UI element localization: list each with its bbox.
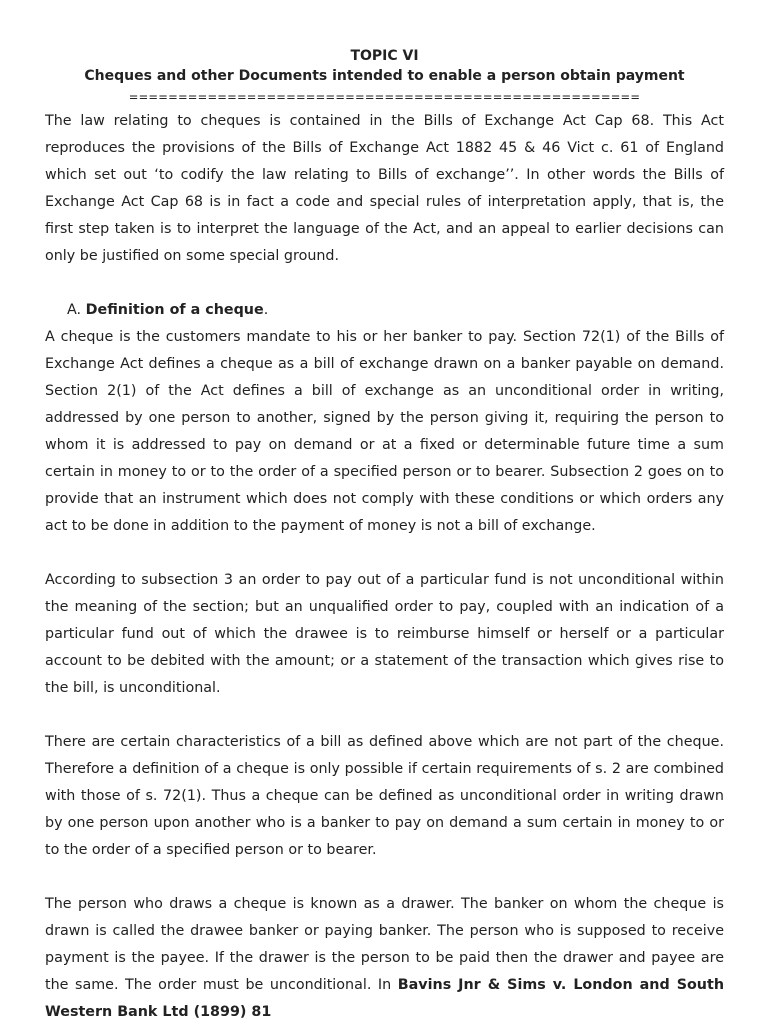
section-marker: A.: [67, 302, 82, 318]
spacer: [45, 540, 724, 567]
spacer: [45, 864, 724, 891]
paragraph-drawer: [45, 891, 724, 1024]
section-trail: .: [263, 302, 269, 318]
spacer: [45, 270, 724, 297]
spacer: [45, 702, 724, 729]
paragraph-characteristics: There are certain characteristics of a bill as defined above which are not part of the cheque. Therefore a definition of a cheque is only possible if certain requirements of s. 2 are combined with those of s. 72(1). Thus a cheque can be defined as unconditional order in writing drawn by one person upon another who is a banker to pay on demand a sum certain in money to or to the order of a specified person or to bearer.: [45, 734, 724, 858]
paragraph-subsection-3: According to subsection 3 an order to pay out of a particular fund is not unconditional within the meaning of the section; but an unqualified order to pay, coupled with an indication of a particular fund out of which the drawee is to reimburse himself or herself or a particular account to be debited with the amount; or a statement of the transaction which gives rise to the bill, is unconditional.: [45, 572, 724, 696]
paragraph-definition: A cheque is the customers mandate to his or her banker to pay. Section 72(1) of the Bills of Exchange Act defines a cheque as a bill of exchange drawn on a banker payable on demand. Section 2(1) of the Act defines a bill of exchange as an unconditional order in writing, addressed by one person to another, signed by the person giving it, requiring the person to whom it is addressed to pay on demand or at a fixed or determinable future time a sum certain in money to or to the order of a specified person or to bearer. Subsection 2 goes on to provide that an instrument which does not comply with these conditions or which orders any act to be done in addition to the payment of money is not a bill of exchange.: [45, 329, 724, 534]
section-label: Definition of a cheque: [85, 302, 264, 318]
paragraph-intro: The law relating to cheques is contained in the Bills of Exchange Act Cap 68. This Act reproduces the provisions of the Bills of Exchange Act 1882 45 & 46 Vict c. 61 of England which set out ‘to codify the law relating to Bills of exchange’’. In other words the Bills of Exchange Act Cap 68 is in fact a code and special rules of interpretation apply, that is, the first step taken is to interpret the language of the Act, and an appeal to earlier decisions can only be justified on some special ground.: [45, 113, 724, 264]
drawer-text: The person who draws a cheque is known as a drawer. The banker on whom the cheque is drawn is called the drawee banker or paying banker. The person who is supposed to receive payment is the payee. If the drawer is the person to be paid then the drawer and payee are the same. The order must be unconditional. In: [45, 896, 724, 993]
topic-title: TOPIC VI: [350, 48, 419, 64]
divider-rule: ====================================================: [128, 90, 641, 104]
topic-subtitle: Cheques and other Documents intended to enable a person obtain payment: [84, 68, 685, 84]
case-citation: Bavins Jnr & Sims v. London and South Western Bank Ltd (1899) 81: [45, 977, 724, 1020]
section-heading-a: [45, 297, 724, 324]
